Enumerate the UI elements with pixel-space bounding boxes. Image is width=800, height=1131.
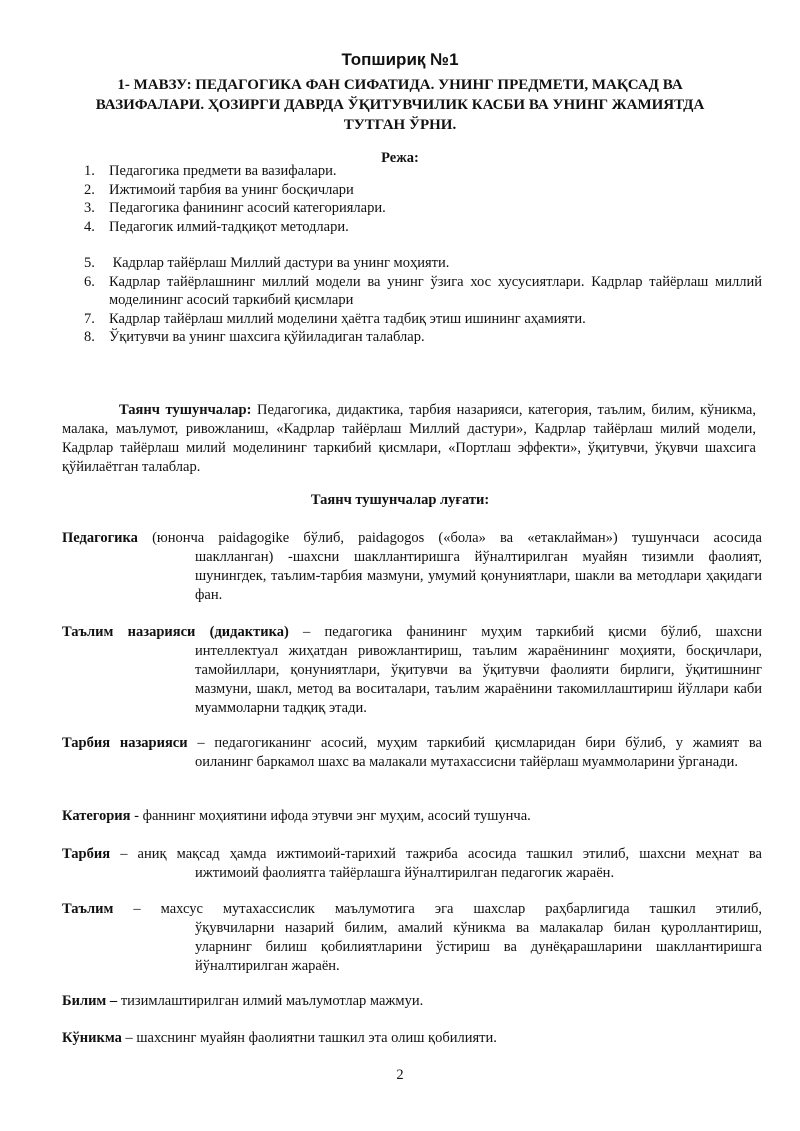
plan-item: 4. Педагогик илмий-тадқиқот методлари. — [84, 218, 349, 235]
key-concepts-label: Таянч тушунчалар: — [119, 402, 252, 418]
glossary-entry — [62, 623, 762, 718]
glossary-entry — [62, 734, 762, 772]
glossary-definition: – педагогика фанининг муҳим таркибий қисми бўлиб, шахсни — [288, 624, 762, 640]
glossary-definition: – махсус мутахассислик маълумотига эга шахслар раҳбарлигида ташкил этилиб, — [113, 901, 762, 917]
glossary-entry — [62, 529, 762, 605]
plan-item: 2. Ижтимоий тарбия ва унинг босқичлари — [84, 181, 354, 198]
glossary-definition-cont: интеллектуал жиҳатдан ривожлантириш, таълим жараёнининг моҳияти, босқичлари, тамойиллари, қонуниятлари, ўқитувчи ва ўқитувчи фаолияти бирлиги, ўқитишнинг мазмуни, шакл, метод ва воситалари, таълим жараёнини такомиллаштириш йўллари каби муаммоларни тадқиқ этади. — [195, 643, 762, 716]
glossary-entry — [62, 807, 762, 826]
glossary-term: Кўникма — [62, 1030, 122, 1046]
glossary-definition: - фаннинг моҳиятини ифода этувчи энг муҳим, асосий тушунча. — [130, 808, 531, 824]
plan-item: 5. Кадрлар тайёрлаш Миллий дастури ва унинг моҳияти. — [84, 255, 450, 271]
glossary-entry — [62, 845, 762, 883]
topic-subtitle: 1- МАВЗУ: ПЕДАГОГИКА ФАН СИФАТИДА. УНИНГ ПРЕДМЕТИ, МАҚСАД ВА ВАЗИФАЛАРИ. ҲОЗИРГИ ДАВРДА ЎҚИТУВЧИЛИК КАСБИ ВА УНИНГ ЖАМИЯТДА ТУТГАН ЎРНИ. — [95, 77, 705, 133]
plan-item: 6. Кадрлар тайёрлашнинг миллий модели ва унинг ўзига хос хусусиятлари. Кадрлар тайёрлаш миллий моделининг асосий таркибий қисмлари — [84, 273, 762, 308]
glossary-definition: – педагогиканинг асосий, муҳим таркибий қисмларидан бири бўлиб, у жамият ва — [187, 735, 762, 751]
glossary-term: Педагогика — [62, 530, 138, 546]
glossary-definition: – аниқ мақсад ҳамда ижтимоий-тарихий тажриба асосида ташкил этилиб, шахсни меҳнат ва — [110, 846, 762, 862]
key-concepts-text: Педагогика, дидактика, тарбия назарияси, категория, таълим, билим, кўникма, малака, маълумот, ривожланиш, «Кадрлар тайёрлаш Миллий дастури», Кадрлар тайёрлаш милий модели, Кадрлар тайёрлаш милий моделининг таркибий қисмлари, «Портлаш эффекти», ўқитувчи, ўқувчи шахсига қўйилаётган талаблар. — [62, 402, 756, 475]
plan-item: 8. Ўқитувчи ва унинг шахсига қўйиладиган талаблар. — [84, 329, 425, 345]
glossary-definition: тизимлаштирилган илмий маълумотлар мажмуи. — [117, 993, 424, 1009]
key-concepts-paragraph — [62, 401, 756, 477]
page-number: 2 — [396, 1067, 404, 1083]
glossary-term: Таълим назарияси (дидактика) — [62, 624, 289, 640]
plan-item: 3. Педагогика фанининг асосий категориялари. — [84, 200, 386, 216]
glossary-entry — [62, 1029, 762, 1048]
plan-item: 7. Кадрлар тайёрлаш миллий моделини ҳаётга тадбиқ этиш ишининг аҳамияти. — [84, 310, 586, 327]
glossary-definition-cont: ўқувчиларни назарий билим, амалий кўникма ва малакалар билан қуроллантириш, уларнинг билиш қобилиятларини ўстириш ва дунёқарашларини шакллантиришга йўналтирилган жараён. — [195, 920, 762, 974]
glossary-definition-cont: шаклланган) -шахсни шакллантиришга йўналтирилган муайян тизимли фаолият, шунингдек, таълим-тарбия мазмуни, умумий қонуниятлари, шакли ва методлари ҳақидаги фан. — [195, 549, 762, 603]
glossary-term: Категория — [62, 808, 131, 824]
plan-list — [60, 162, 762, 347]
glossary-term: Тарбия — [62, 846, 111, 862]
document-title: Топшириқ №1 — [341, 50, 459, 69]
plan-heading: Режа: — [381, 150, 419, 166]
glossary-definition-cont: оиланинг баркамол шахс ва малакали мутахассисни тайёрлаш муаммоларини ўрганади. — [195, 754, 738, 770]
glossary-definition-cont: ижтимоий фаолиятга тайёрлашга йўналтирилган педагогик жараён. — [195, 865, 615, 881]
glossary-term: Билим – — [62, 993, 118, 1009]
glossary-entry — [62, 992, 762, 1011]
glossary-heading: Таянч тушунчалар луғати: — [310, 492, 490, 508]
glossary-term: Тарбия назарияси — [62, 735, 188, 751]
glossary-definition: (юнонча paidagogike бўлиб, paidagogos («бола» ва «етаклайман») тушунчаси асосида — [137, 530, 762, 546]
glossary-term: Таълим — [62, 901, 114, 917]
plan-item: 1. Педагогика предмети ва вазифалари. — [84, 163, 337, 179]
glossary-definition: – шахснинг муайян фаолиятни ташкил эта олиш қобилияти. — [121, 1030, 497, 1046]
glossary-entry — [62, 900, 762, 976]
